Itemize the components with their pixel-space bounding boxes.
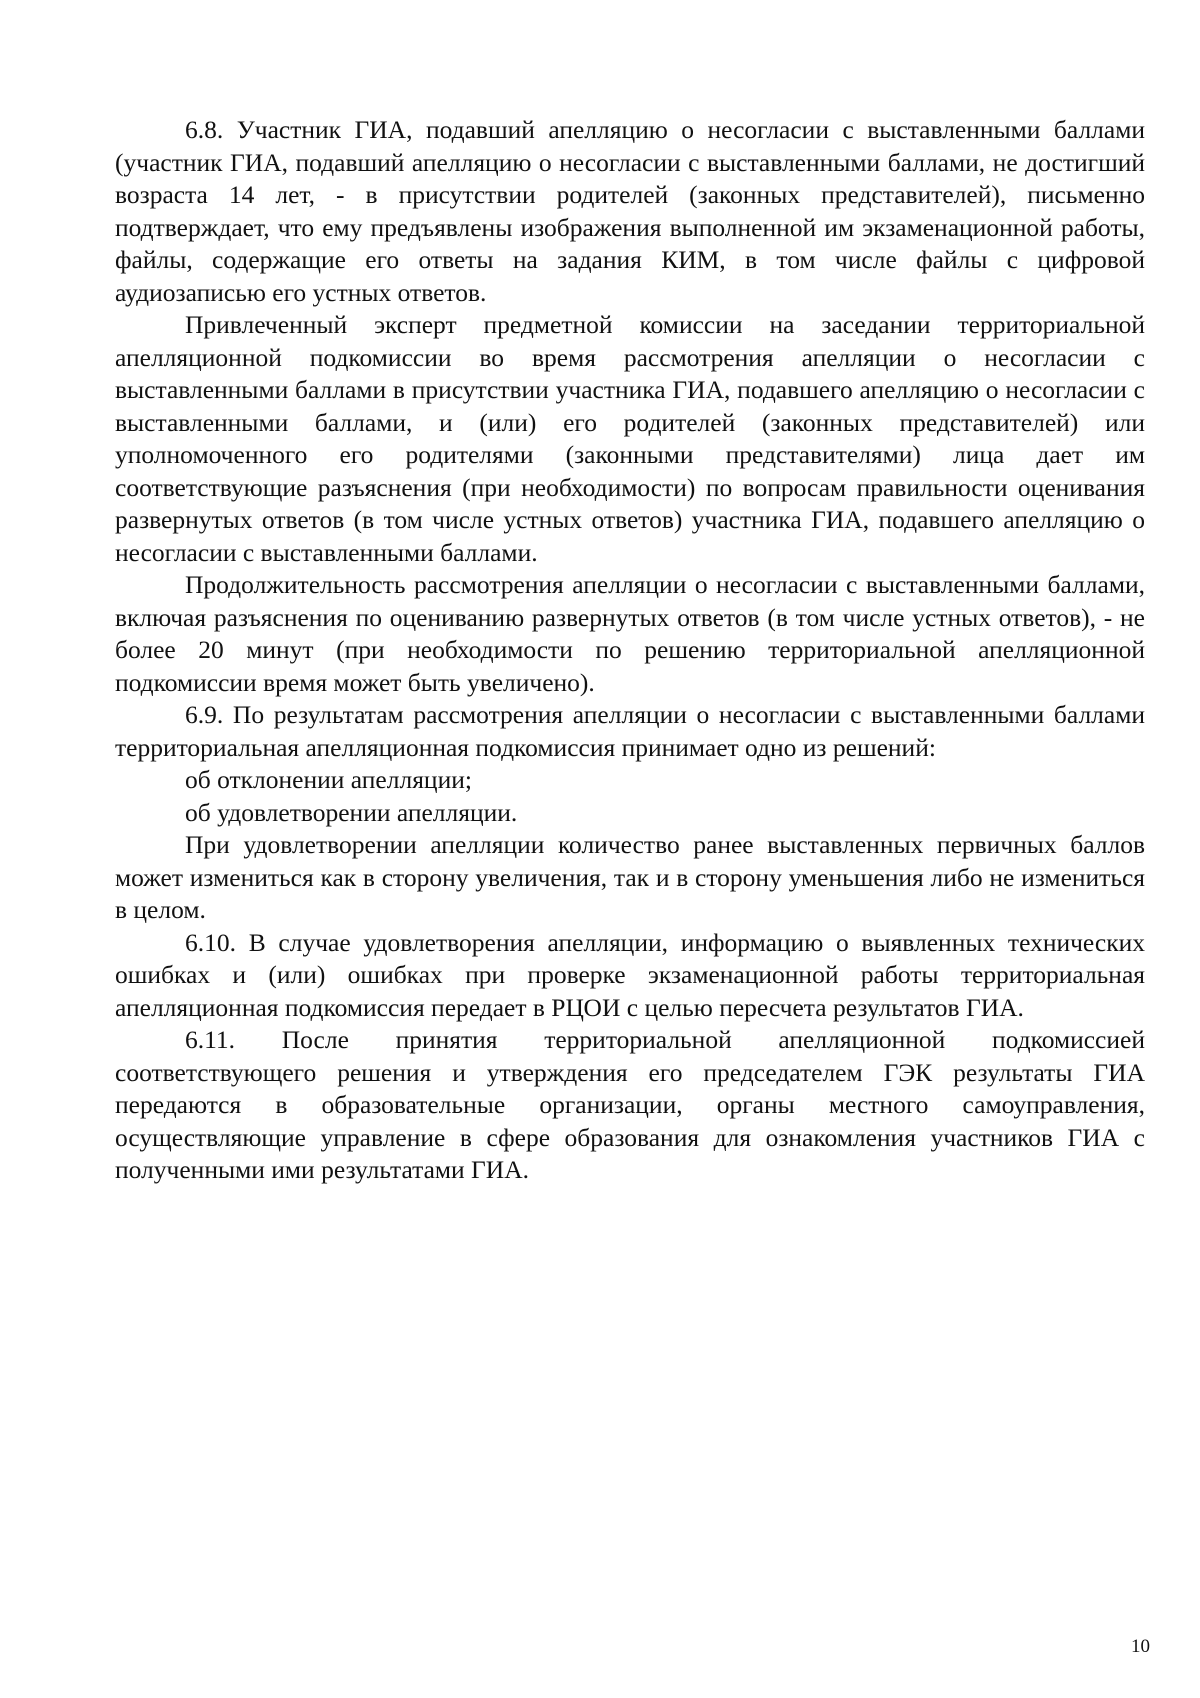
paragraph-6-8: 6.8. Участник ГИА, подавший апелляцию о несогласии с выставленными баллами (участник ГИА, подавший апелляцию о несогласии с выставленными баллами, не достигший возраста 14 лет, - в присутствии родителей (законных представителей), письменно подтверждает, что ему предъявлены изображения выполненной им экзаменационной работы, файлы, содержащие его ответы на задания КИМ, в том числе файлы с цифровой аудиозаписью его устных ответов. bbox=[115, 115, 1145, 307]
document-body bbox=[115, 114, 1145, 1187]
paragraph-6-9: 6.9. По результатам рассмотрения апелляции о несогласии с выставленными баллами территориальная апелляционная подкомиссия принимает одно из решений: bbox=[115, 700, 1145, 762]
page-number: 10 bbox=[1131, 1636, 1150, 1657]
decision-option-satisfy: об удовлетворении апелляции. bbox=[185, 797, 518, 827]
decision-option-reject: об отклонении апелляции; bbox=[185, 765, 472, 794]
paragraph-duration: Продолжительность рассмотрения апелляции о несогласии с выставленными баллами, включая разъяснения по оцениванию развернутых ответов (в том числе устных ответов), - не более 20 минут (при необходимости по решению территориальной апелляционной подкомиссии время может быть увеличено). bbox=[115, 570, 1145, 697]
paragraph-score-change: При удовлетворении апелляции количество ранее выставленных первичных баллов может измениться как в сторону увеличения, так и в сторону уменьшения либо не измениться в целом. bbox=[115, 830, 1145, 924]
paragraph-6-10: 6.10. В случае удовлетворения апелляции, информацию о выявленных технических ошибках и (или) ошибках при проверке экзаменационной работы территориальная апелляционная подкомиссия передает в РЦОИ с целью пересчета результатов ГИА. bbox=[115, 927, 1145, 1022]
paragraph-expert-explanations: Привлеченный эксперт предметной комиссии на заседании территориальной апелляционной подкомиссии во время рассмотрения апелляции о несогласии с выставленными баллами в присутствии участника ГИА, подавшего апелляцию о несогласии с выставленными баллами, и (или) его родителей (законных представителей) или уполномоченного его родителями (законными представителями) лица дает им соответствующие разъяснения (при необходимости) по вопросам правильности оценивания развернутых ответов (в том числе устных ответов) участника ГИА, подавшего апелляцию о несогласии с выставленными баллами. bbox=[115, 310, 1145, 567]
paragraph-6-11: 6.11. После принятия территориальной апелляционной подкомиссией соответствующего решения и утверждения его председателем ГЭК результаты ГИА передаются в образовательные организации, органы местного самоуправления, осуществляющие управление в сфере образования для ознакомления участников ГИА с полученными ими результатами ГИА. bbox=[115, 1025, 1145, 1184]
